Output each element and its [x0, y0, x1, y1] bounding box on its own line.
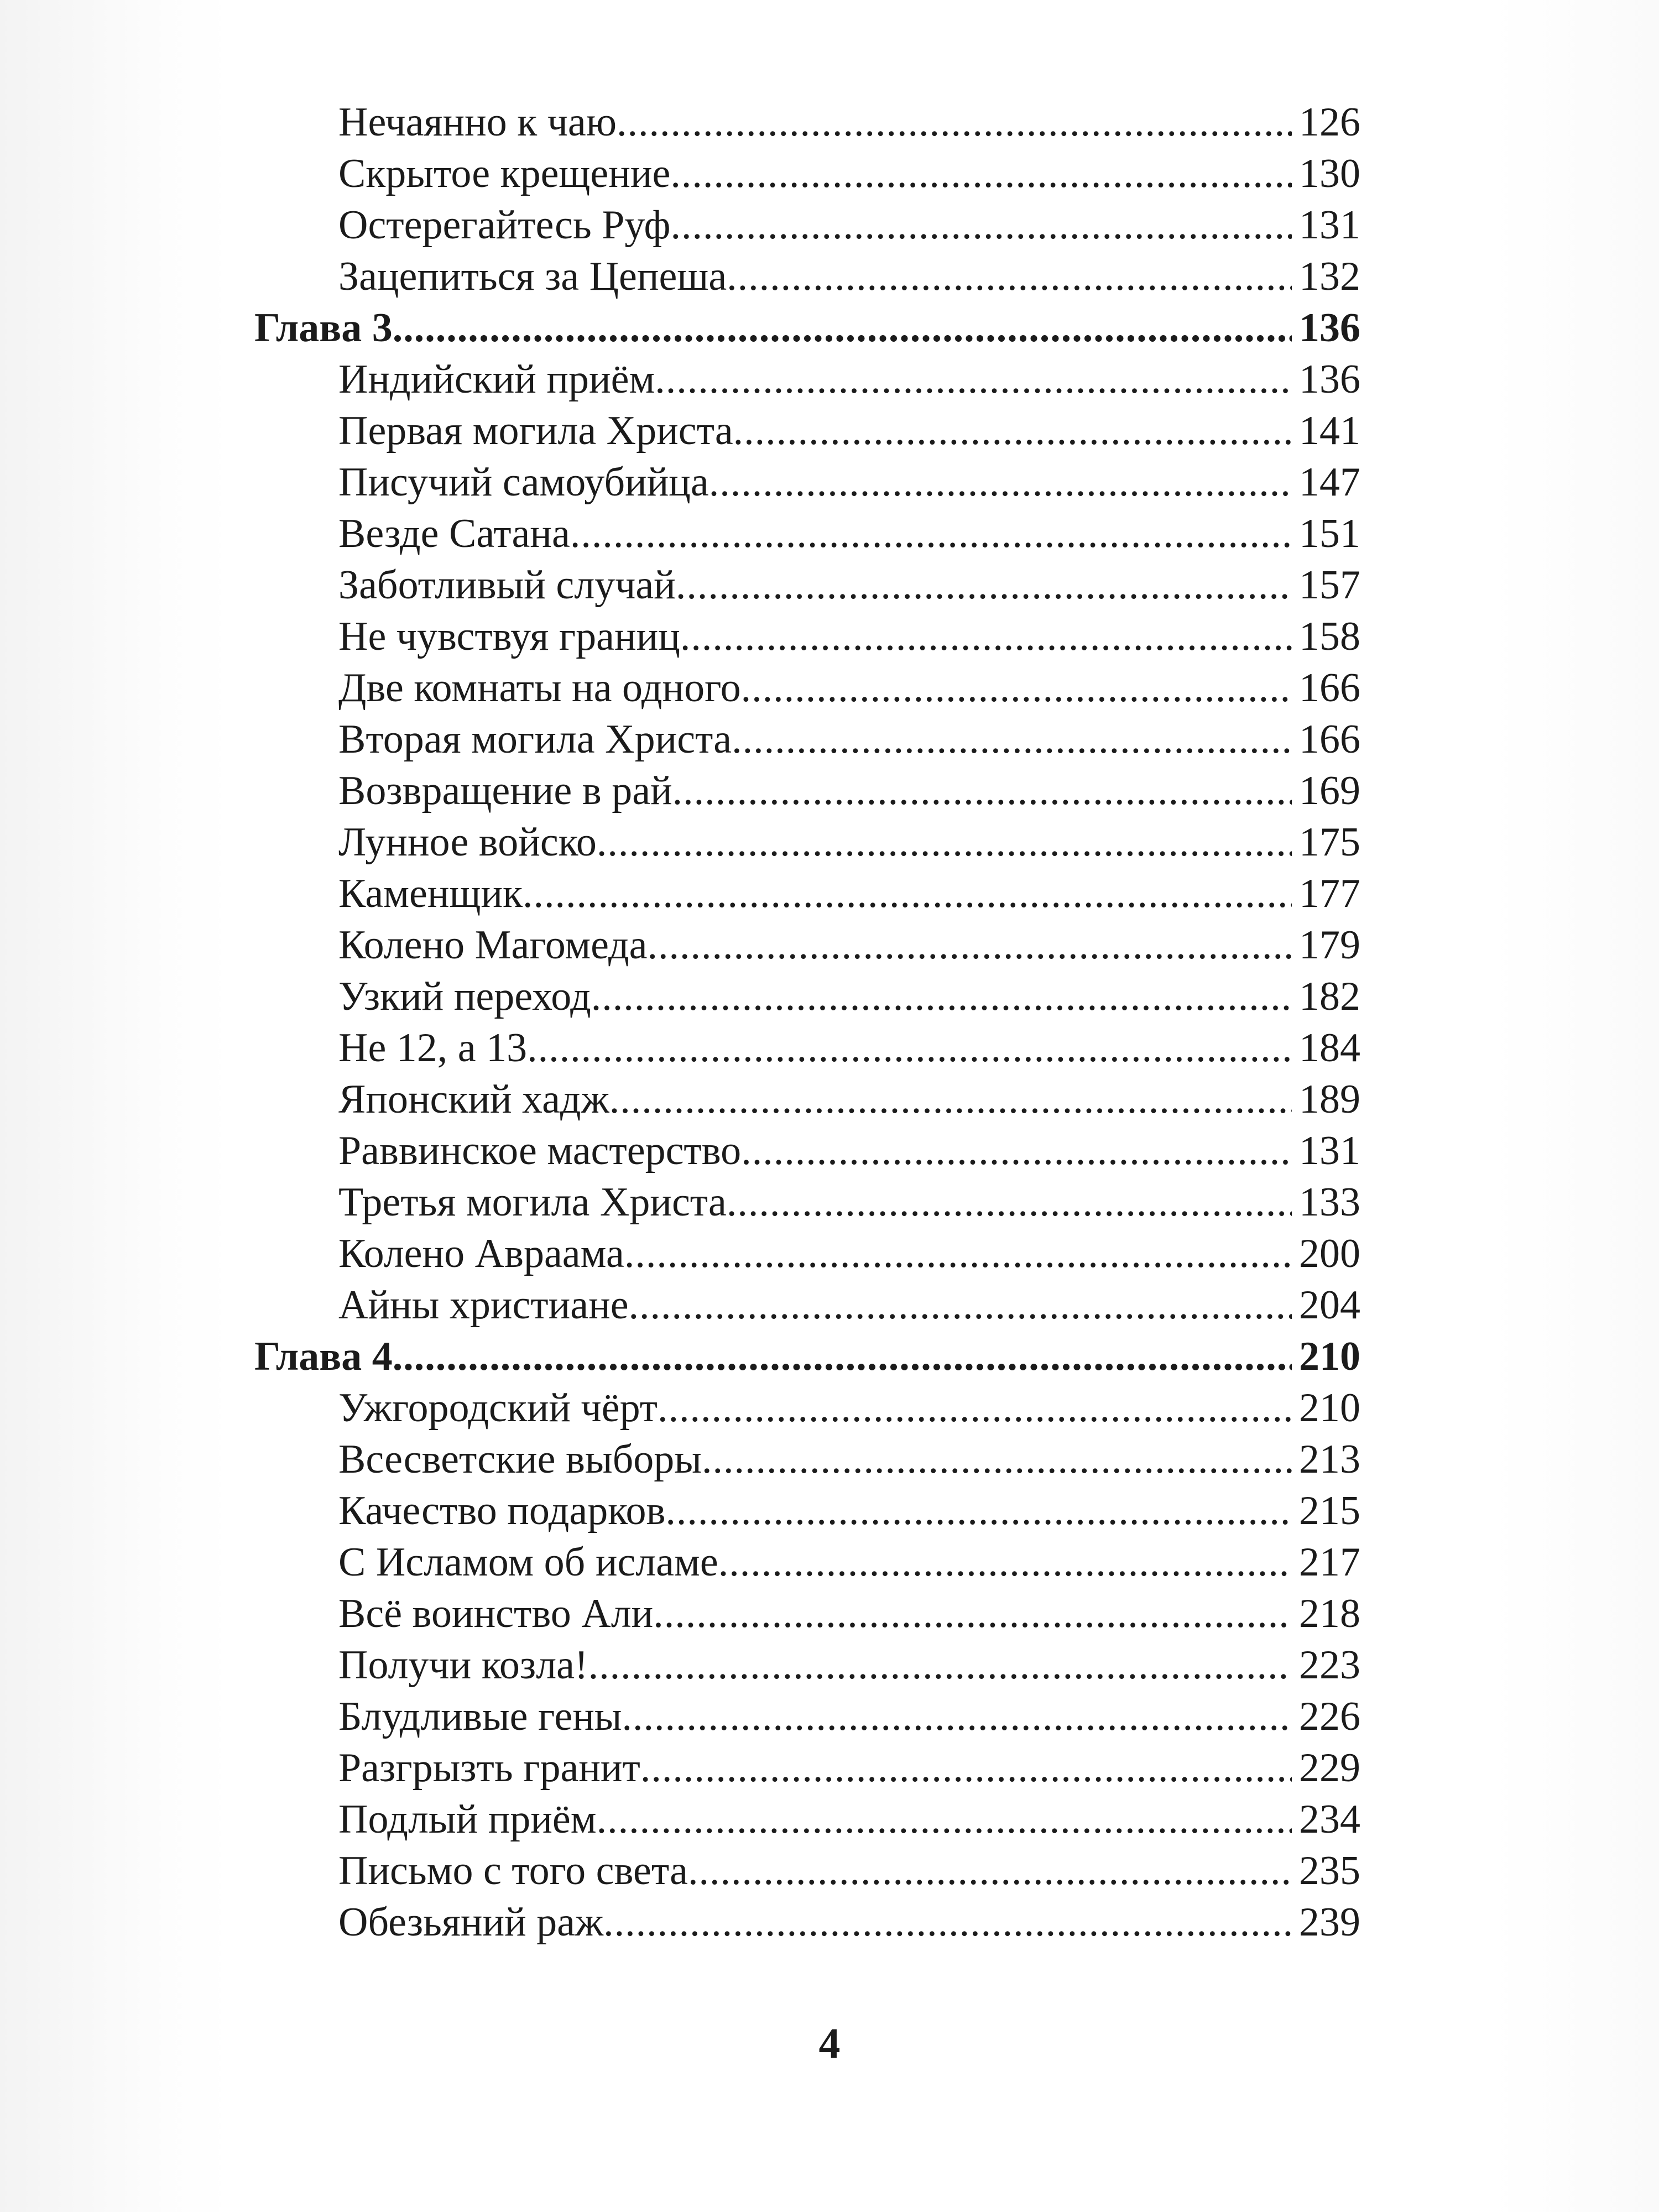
toc-dot-leader	[733, 405, 1292, 457]
toc-dot-leader	[741, 662, 1292, 714]
toc-entry-title: Заботливый случай	[338, 562, 676, 608]
toc-dot-leader	[680, 611, 1292, 662]
toc-entry-page: 184	[1299, 1025, 1360, 1071]
toc-entry	[254, 1125, 1360, 1177]
toc-entry-title: Скрытое крещение	[338, 151, 671, 196]
toc-entry-page: 177	[1299, 871, 1360, 916]
toc-entry-title: Остерегайтесь Руф	[338, 202, 671, 248]
toc-entry-title: Блудливые гены	[338, 1694, 622, 1739]
toc-entry-page: 200	[1299, 1231, 1360, 1276]
toc-entry-page: 151	[1299, 511, 1360, 556]
toc-dot-leader	[741, 1125, 1292, 1177]
toc-entry	[254, 1794, 1360, 1845]
toc-entry-title: Глава 4	[254, 1334, 393, 1379]
toc-dot-leader	[597, 817, 1292, 868]
toc-dot-leader	[676, 560, 1292, 611]
toc-entry	[254, 1177, 1360, 1228]
toc-entry-page: 141	[1299, 408, 1360, 453]
toc-entry	[254, 920, 1360, 971]
toc-entry	[254, 1485, 1360, 1537]
toc-entry	[254, 1897, 1360, 1948]
toc-entry	[254, 251, 1360, 302]
toc-entry-page: 126	[1299, 100, 1360, 145]
toc-entry-page: 223	[1299, 1642, 1360, 1688]
toc-dot-leader	[523, 868, 1292, 920]
toc-entry-page: 210	[1299, 1334, 1360, 1379]
toc-dot-leader	[588, 1640, 1292, 1691]
toc-entry-page: 158	[1299, 614, 1360, 659]
toc-entry-page: 179	[1299, 922, 1360, 968]
toc-entry	[254, 1383, 1360, 1434]
toc-dot-leader	[622, 1691, 1292, 1743]
toc-entry-title: Индийский приём	[338, 357, 655, 402]
toc-entry-title: Зацепиться за Цепеша	[338, 254, 727, 299]
toc-entry-title: Айны христиане	[338, 1282, 629, 1328]
toc-entry-page: 239	[1299, 1900, 1360, 1945]
table-of-contents	[254, 97, 1360, 1948]
toc-entry	[254, 457, 1360, 508]
toc-entry-title: Ужгородский чёрт	[338, 1385, 658, 1431]
toc-entry-title: Качество подарков	[338, 1488, 666, 1533]
toc-entry-page: 229	[1299, 1745, 1360, 1791]
toc-entry-page: 189	[1299, 1077, 1360, 1122]
toc-entry-title: Всесветские выборы	[338, 1437, 702, 1482]
toc-entry	[254, 1743, 1360, 1794]
toc-dot-leader	[709, 457, 1292, 508]
toc-dot-leader	[570, 508, 1292, 560]
toc-dot-leader	[609, 1074, 1292, 1125]
toc-entry	[254, 817, 1360, 868]
toc-entry	[254, 1280, 1360, 1331]
toc-entry-page: 204	[1299, 1282, 1360, 1328]
toc-entry	[254, 971, 1360, 1022]
toc-entry-title: Колено Магомеда	[338, 922, 648, 968]
toc-entry-page: 210	[1299, 1385, 1360, 1431]
toc-entry-title: Первая могила Христа	[338, 408, 733, 453]
toc-entry	[254, 714, 1360, 765]
toc-entry	[254, 1074, 1360, 1125]
toc-dot-leader	[629, 1280, 1292, 1331]
toc-entry-title: Глава 3	[254, 305, 393, 351]
toc-entry-title: Возвращение в рай	[338, 768, 672, 813]
toc-entry	[254, 405, 1360, 457]
toc-dot-leader	[603, 1897, 1292, 1948]
toc-entry	[254, 1022, 1360, 1074]
toc-entry-title: Не 12, а 13	[338, 1025, 528, 1071]
toc-entry-page: 226	[1299, 1694, 1360, 1739]
toc-entry-page: 131	[1299, 1128, 1360, 1173]
toc-entry-title: Японский хадж	[338, 1077, 609, 1122]
toc-entry-title: Обезьяний раж	[338, 1900, 604, 1945]
toc-entry-page: 215	[1299, 1488, 1360, 1533]
toc-dot-leader	[702, 1434, 1292, 1485]
toc-entry	[254, 1640, 1360, 1691]
toc-dot-leader	[672, 765, 1292, 817]
toc-entry-title: Третья могила Христа	[338, 1180, 727, 1225]
toc-entry-page: 157	[1299, 562, 1360, 608]
toc-entry-page: 131	[1299, 202, 1360, 248]
toc-dot-leader	[718, 1537, 1292, 1588]
page-number: 4	[818, 2019, 841, 2067]
toc-entry-page: 166	[1299, 717, 1360, 762]
toc-entry	[254, 508, 1360, 560]
toc-entry-title: Вторая могила Христа	[338, 717, 732, 762]
toc-entry-title: Писучий самоубийца	[338, 460, 709, 505]
toc-entry-title: Получи козла!	[338, 1642, 588, 1688]
toc-dot-leader	[653, 1588, 1292, 1640]
toc-dot-leader	[665, 1485, 1292, 1537]
toc-chapter-entry	[254, 302, 1360, 354]
toc-dot-leader	[727, 1177, 1292, 1228]
toc-entry	[254, 1434, 1360, 1485]
toc-entry-page: 218	[1299, 1591, 1360, 1636]
toc-entry-page: 132	[1299, 254, 1360, 299]
toc-dot-leader	[648, 920, 1292, 971]
toc-entry-title: Разгрызть гранит	[338, 1745, 640, 1791]
toc-entry	[254, 611, 1360, 662]
toc-entry-page: 147	[1299, 460, 1360, 505]
toc-entry	[254, 1588, 1360, 1640]
toc-entry-page: 235	[1299, 1848, 1360, 1893]
toc-entry-title: Лунное войско	[338, 820, 597, 865]
toc-entry-title: Письмо с того света	[338, 1848, 688, 1893]
toc-entry	[254, 868, 1360, 920]
toc-dot-leader	[640, 1743, 1292, 1794]
toc-entry-page: 234	[1299, 1797, 1360, 1842]
toc-dot-leader	[671, 200, 1292, 251]
toc-dot-leader	[670, 148, 1292, 200]
toc-entry-title: Раввинское мастерство	[338, 1128, 742, 1173]
toc-entry	[254, 200, 1360, 251]
toc-entry-page: 182	[1299, 974, 1360, 1019]
toc-entry	[254, 354, 1360, 405]
toc-dot-leader	[655, 354, 1292, 405]
toc-entry	[254, 560, 1360, 611]
toc-entry	[254, 1691, 1360, 1743]
toc-entry-page: 213	[1299, 1437, 1360, 1482]
toc-entry	[254, 662, 1360, 714]
toc-dot-leader	[727, 251, 1292, 302]
toc-entry-title: Колено Авраама	[338, 1231, 624, 1276]
toc-entry	[254, 1228, 1360, 1280]
toc-entry-title: С Исламом об исламе	[338, 1540, 718, 1585]
toc-dot-leader	[624, 1228, 1292, 1280]
toc-entry	[254, 1537, 1360, 1588]
toc-entry-page: 169	[1299, 768, 1360, 813]
toc-entry-title: Узкий переход	[338, 974, 591, 1019]
toc-entry-title: Две комнаты на одного	[338, 665, 741, 711]
toc-entry-title: Нечаянно к чаю	[338, 100, 617, 145]
toc-dot-leader	[527, 1022, 1292, 1074]
toc-entry	[254, 765, 1360, 817]
toc-entry-title: Каменщик	[338, 871, 523, 916]
toc-entry-title: Подлый приём	[338, 1797, 597, 1842]
toc-dot-leader	[658, 1383, 1292, 1434]
toc-entry-title: Не чувствуя границ	[338, 614, 680, 659]
toc-entry-page: 166	[1299, 665, 1360, 711]
toc-entry-title: Всё воинство Али	[338, 1591, 654, 1636]
toc-dot-leader	[617, 97, 1292, 148]
toc-entry	[254, 97, 1360, 148]
toc-chapter-entry	[254, 1331, 1360, 1383]
toc-entry-page: 136	[1299, 357, 1360, 402]
toc-entry	[254, 148, 1360, 200]
toc-dot-leader	[732, 714, 1292, 765]
toc-entry-title: Везде Сатана	[338, 511, 570, 556]
toc-dot-leader	[591, 971, 1292, 1022]
toc-dot-leader	[597, 1794, 1292, 1845]
toc-dot-leader	[393, 1331, 1292, 1383]
toc-entry-page: 130	[1299, 151, 1360, 196]
toc-entry	[254, 1845, 1360, 1897]
toc-entry-page: 136	[1299, 305, 1360, 351]
toc-entry-page: 175	[1299, 820, 1360, 865]
toc-entry-page: 133	[1299, 1180, 1360, 1225]
toc-dot-leader	[688, 1845, 1292, 1897]
toc-entry-page: 217	[1299, 1540, 1360, 1585]
toc-dot-leader	[393, 302, 1292, 354]
